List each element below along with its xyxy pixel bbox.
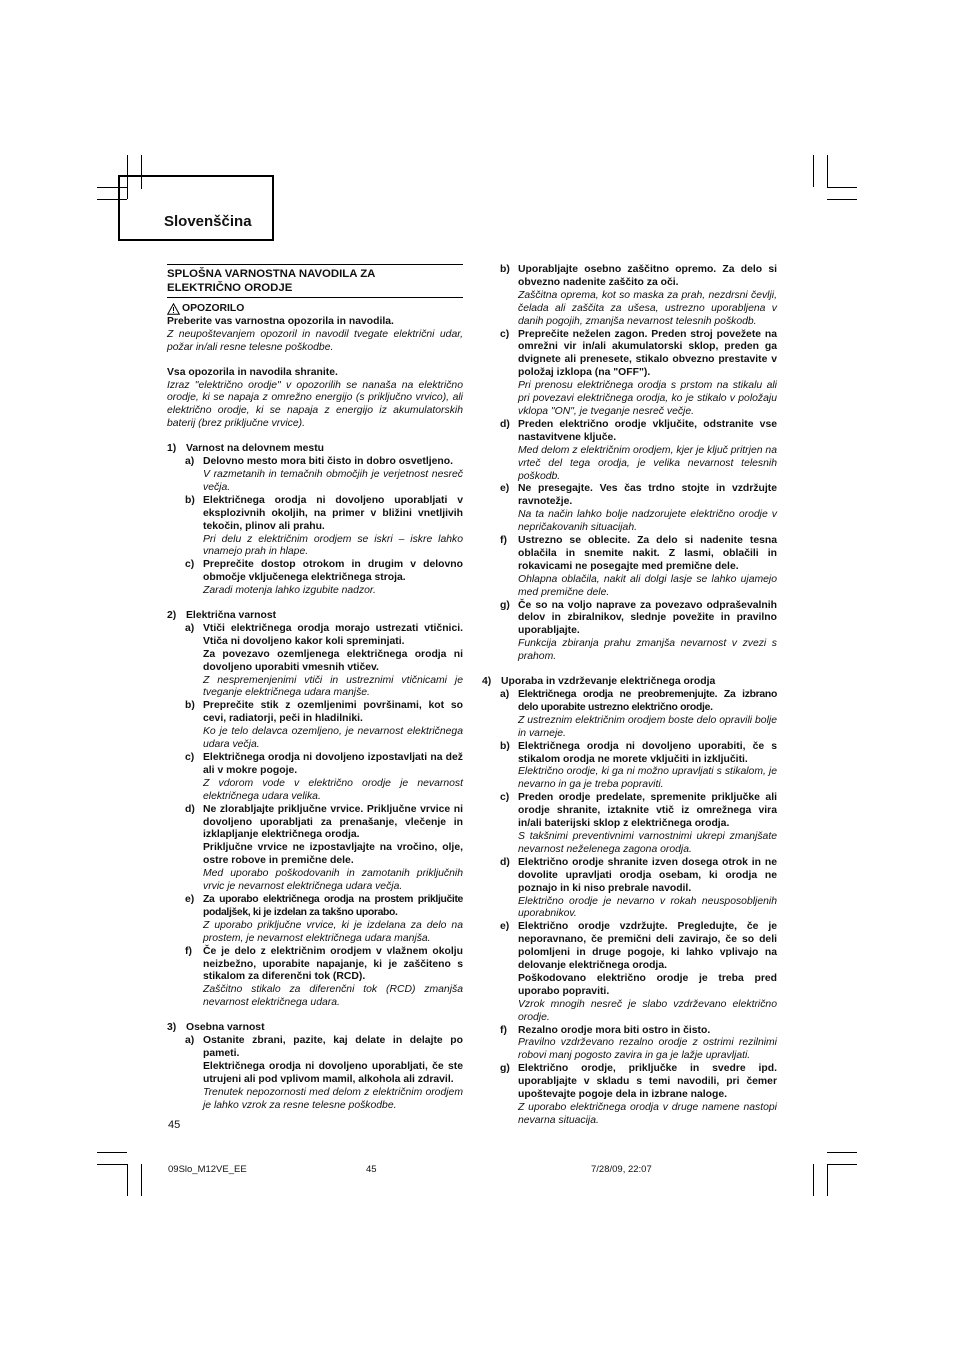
section-1-heading: 1) Varnost na delovnem mestu	[167, 443, 325, 455]
section-3-heading: 3) Osebna varnost	[167, 1022, 265, 1034]
crop-mark	[827, 1152, 857, 1153]
list-item: d) Električno orodje shranite izven dosega otrok in ne dovolite upravljati orodja osebam, ki orodja ne poznajo in ki niso prebrale navodil. Električno orodje je nevarno v rokah neusposobljenih uporabnikov.	[500, 856, 777, 920]
list-item: f) Rezalno orodje mora biti ostro in čisto. Pravilno vzdrževano rezalno orodje z ostrimi rezilnimi robovi manj pogosto zavira in ga je lažje upravljati.	[500, 1024, 777, 1062]
intro-bold: Preberite vas varnostna opozorila in navodila.	[167, 315, 394, 327]
right-column	[482, 264, 777, 1128]
crop-mark	[97, 1152, 127, 1153]
footer-page: 45	[366, 1164, 377, 1175]
warning-label: OPOZORILO	[182, 303, 245, 314]
warning-heading	[167, 303, 463, 316]
crop-mark	[141, 1164, 142, 1196]
crop-mark	[827, 199, 857, 200]
list-item: c) Preprečite dostop otrokom in drugim v delovno območje vključenega električnega stroja. Zaradi motenja lahko izgubite nadzor.	[185, 559, 463, 597]
list-item: f) Če je delo z električnim orodjem v vlažnem okolju neizbežno, uporabite napajanje, ki je zaščiteno s stikalom za diferenčni tok (RCD). Zaščitno stikalo za diferenčni tok (RCD) zmanjša nevarnost električnega udara.	[185, 945, 463, 1009]
list-item: c) Preprečite neželen zagon. Preden stroj povežete na omrežni vir in/ali akumulatorski sklop, preden ga dvignete ali prenesete, stikalo obvezno prestavite v položaj izklopa (na "OFF"). Pri prenosu električnega orodja s prstom na stikalu ali pri povezavi električnega orodja, ko je stikalo v položaju vklopa "ON", je tveganje nesreč večje.	[500, 328, 777, 417]
list-item: a) Ostanite zbrani, pazite, kaj delate in delajte po pameti. Električnega orodja ni dovoljeno uporabljati, če ste utrujeni ali pod vplivom mamil, alkohola ali zdravil. Trenutek nepozornosti med delom z električnim orodjem je lahko vzrok za resne telesne poškodbe.	[185, 1035, 463, 1111]
list-item: a) Vtiči električnega orodja morajo ustrezati vtičnici. Vtiča ni dovoljeno kakor koli spreminjati. Za povezavo ozemljenega električnega orodja ni dovoljeno uporabiti vmesnih vtičev. Z nespremenjenimi vtiči in ustreznimi vtičnicami je tveganje električnega udara manjše.	[185, 622, 463, 699]
crop-mark	[813, 155, 814, 187]
list-item: b) Električnega orodja ni dovoljeno uporabljati v eksplozivnih okoljih, na primer v bližini vnetljivih tekočin, plinov ali prahu. Pri delu z električnim orodjem se iskri – iskre lahko vnamejo prah in hlape.	[185, 494, 463, 558]
language-title: Slovenščina	[164, 213, 252, 230]
crop-mark	[827, 1164, 857, 1165]
list-item: b) Električnega orodja ni dovoljeno uporabiti, če s stikalom orodja ne morete vključiti in izključiti. Električno orodje, ki ga ni možno upravljati s stikalom, je nevarno in ga je treba popraviti.	[500, 740, 777, 791]
list-item: e) Električno orodje vzdržujte. Pregledujte, če je neporavnano, če premični deli zavirajo, če so deli polomljeni in druge pogoje, ki lahko vplivajo na delovanje električnega orodja. Poškodovano električno orodje je treba pred uporabo popraviti. Vzrok mnogih nesreč je slabo vzdrževano električno orodje.	[500, 921, 777, 1023]
list-item: d) Preden električno orodje vključite, odstranite vse nastavitvene ključe. Med delom z električnim orodjem, kjer je ključ pritrjen na vrteč del tega orodja, je velika nevarnost telesnih poškodb.	[500, 418, 777, 482]
list-item: d) Ne zlorabljajte priključne vrvice. Priključne vrvice ni dovoljeno uporabljati za prenašanje, vlečenje in izklapljanje električnega orodja. Priključne vrvice ne izpostavljajte na vročino, olje, ostre robove in premične dele. Med uporabo poškodovanih in zamotanih priključnih vrvic je nevarnost električnega udara večja.	[185, 803, 463, 893]
list-item: g) Električno orodje, priključke in svedre ipd. uporabljajte v skladu s temi navodili, pri čemer upoštevajte pogoje dela in izbrane naloge. Z uporabo električnega orodja v druge namene nastopi nevarna situacija.	[500, 1063, 777, 1126]
list-item: e) Ne presegajte. Ves čas trdno stojte in vzdržujte ravnotežje. Na ta način lahko bolje nadzorujete električno orodje v nepričakovanih situacijah.	[500, 483, 777, 534]
footer-file: 09Slo_M12VE_EE	[168, 1164, 247, 1175]
crop-mark	[127, 1164, 128, 1196]
crop-mark	[97, 1164, 127, 1165]
keep-instructions-italic: Izraz "električno orodje" v opozorilih se nanaša na električno orodje, ki se napaja z omrežno energijo (s priključno vrvico), ali električno orodje, ki se napaja z energijo iz akumulatorskih baterij (brez priključne vrvice).	[167, 379, 463, 430]
crop-mark	[827, 187, 857, 188]
section-title: SPLOŠNA VARNOSTNA NAVODILA ZA ELEKTRIČNO ORODJE	[167, 268, 376, 294]
left-column	[167, 264, 463, 1112]
language-header-box	[118, 175, 274, 241]
list-item: e) Za uporabo električnega orodja na prostem priključite podaljšek, ki je izdelan za takšno uporabo. Z uporabo priključne vrvice, ki je izdelana za delo na prostem, je nevarnost električnega udara manjša.	[185, 893, 463, 944]
keep-instructions-bold: Vsa opozorila in navodila shranite.	[167, 366, 338, 378]
page-number: 45	[168, 1119, 181, 1131]
list-item: f) Ustrezno se oblecite. Za delo si nadenite tesna oblačila in snemite nakit. Z lasmi, oblačili in rokavicami ne posegajte med premične dele. Ohlapna oblačila, nakit ali dolgi lasje se lahko ujamejo med premične dele.	[500, 535, 777, 598]
list-item: a) Delovno mesto mora biti čisto in dobro osvetljeno. V razmetanih in temačnih območjih je verjetnost nesreč večja.	[185, 456, 463, 493]
list-item: a) Električnega orodja ne preobremenjujte. Za izbrano delo uporabite ustrezno električno orodje. Z ustreznim električnim orodjem boste delo opravili bolje in varneje.	[500, 689, 777, 739]
section-rule-bottom	[167, 297, 463, 298]
intro-italic: Z neupoštevanjem opozoril in navodil tvegate električni udar, požar in/ali resne telesne poškodbe.	[167, 328, 463, 353]
footer-date: 7/28/09, 22:07	[591, 1164, 652, 1175]
crop-mark	[827, 155, 828, 187]
crop-mark	[813, 1164, 814, 1196]
crop-mark	[827, 1164, 828, 1196]
section-4-heading: 4) Uporaba in vzdrževanje električnega orodja	[482, 676, 716, 688]
list-item: b) Preprečite stik z ozemljenimi površinami, kot so cevi, radiatorji, peči in hladilniki. Ko je telo delavca ozemljeno, je nevarnost električnega udara večja.	[185, 700, 463, 751]
list-item: g) Če so na voljo naprave za povezavo odpraševalnih delov in zbiralnikov, slednje povežite in pravilno uporabljajte. Funkcija zbiranja prahu zmanjša nevarnost v zvezi s prahom.	[500, 599, 777, 663]
list-item: c) Električnega orodja ni dovoljeno izpostavljati na dež ali v mokre pogoje. Z vdorom vode v električno orodje je nevarnost električnega udara velika.	[185, 752, 463, 802]
warning-triangle-icon	[167, 303, 180, 315]
list-item: c) Preden orodje predelate, spremenite priključke ali orodje shranite, iztaknite vtič iz omrežnega vira in/ali baterijski sklop z električnega orodja. S takšnimi preventivnimi varnostnimi ukrepi zmanjšate nevarnost neželenega zagona orodja.	[500, 792, 777, 855]
section-2-heading: 2) Električna varnost	[167, 610, 277, 622]
list-item: b) Uporabljajte osebno zaščitno opremo. Za delo si obvezno nadenite zaščito za oči. Zaščitna oprema, kot so maska za prah, nezdrsni čevlji, čelada ali zaščita za ušesa, ustrezno uporabljena v danih pogojih, zmanjša nevarnost telesnih poškodb.	[500, 264, 777, 327]
